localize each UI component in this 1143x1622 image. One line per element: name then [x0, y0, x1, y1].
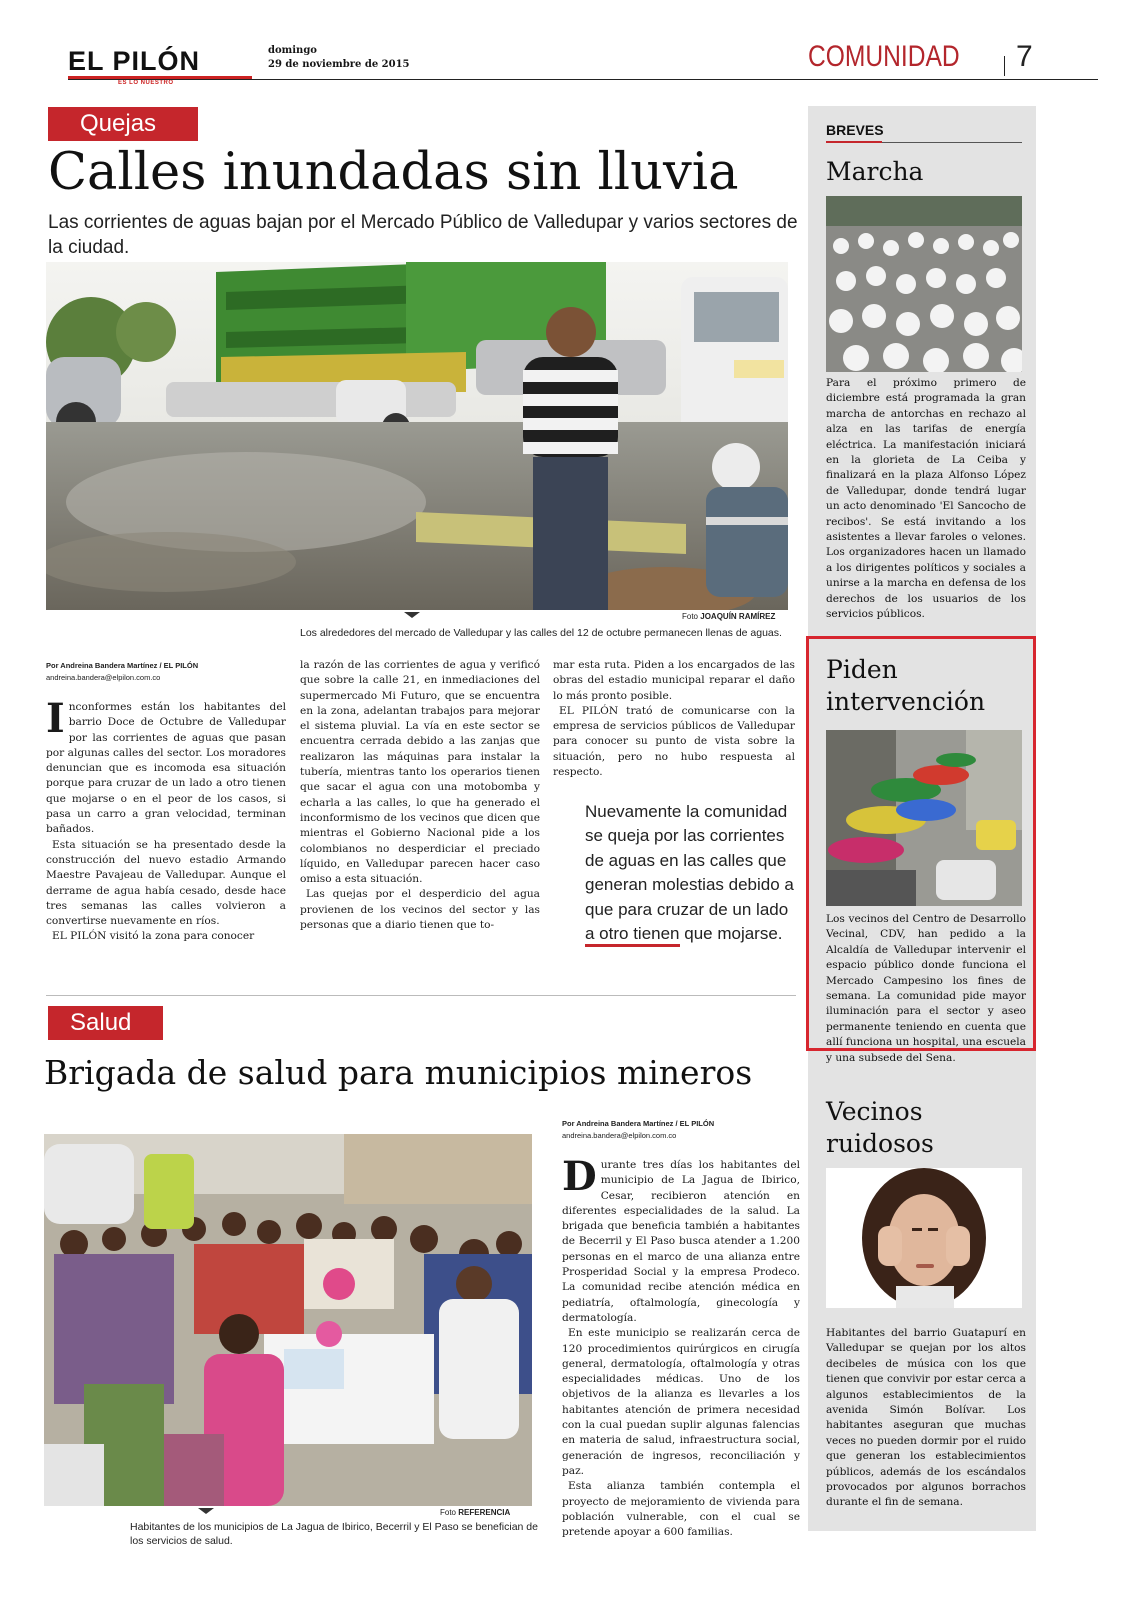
issue-full-date: 29 de noviembre de 2015 [268, 59, 410, 70]
flooded-street-photo [46, 262, 788, 610]
article2-paragraph-2: En este municipio se realizarán cerca de 120 procedimientos quirúrgicos en cirugía general, dermatología, oftalmología y otras especialidades médicas. Uno de los objetivos de la alianza es llevarles a los habitantes atención de primera necesidad con la cual puedan suplir algunas falencias en materia de salud, infraestructura social, generación de ingresos, reconciliación y paz. [562, 1327, 800, 1477]
brief-marcha-title: Marcha [826, 157, 924, 186]
article2-paragraph-3: Esta alianza también contempla el proyecto de mejoramiento de vivienda para población vulnerable, con el cual se pretende apoyar a 600 familias. [562, 1480, 800, 1539]
photo1-credit-prefix: Foto [682, 612, 699, 621]
photo2-credit-prefix: Foto [440, 1508, 457, 1517]
newspaper-logo: EL PILÓN [68, 46, 201, 76]
article1-paragraph-1: nconformes están los habitantes del barrio Doce de Octubre de Valledupar por las corrientes de aguas que pasan por algunas calles del sector. Los moradores denuncian que es incomoda esa situación porque para cruzar de un lado a otro tienen que mojarse o en el peor de los casos, si pasa un carro a gran velocidad, terminan bañados. [46, 701, 286, 836]
market-photo [826, 730, 1022, 906]
kicker-salud: Salud [48, 1006, 163, 1040]
article1-paragraph-4: la razón de las corrientes de agua y verificó que sobre la calle 21, en inmediaciones del supermercado Mi Futuro, que se encuentra en la zona, adelantan trabajos para mejorar el sistema pluvial. La vía en este sector se encuentra cerrada debido a las zanjas que realizaron las máquinas para instalar la tubería, mientras tanto los operarios tienen que sacar el agua con una motobomba y echarla a las calles, lo que ha generado el inconformismo de los vecinos que dicen que mientras el Gobierno Nacional pide a los colombianos no desperdiciar el preciado líquido, en Valledupar parecen hacer caso omiso a esta situación. [300, 659, 540, 886]
article1-dropcap: I [46, 695, 65, 742]
article1-paragraph-7: EL PILÓN trató de comunicarse con la empresa de servicios públicos de Valledupar para conocer su punto de vista sobre la situación, pero no hubo respuesta al respecto. [553, 704, 795, 779]
brief-vecinos-title: Vecinos ruidosos [826, 1097, 934, 1158]
headline-calles-inundadas: Calles inundadas sin lluvia [48, 143, 739, 202]
article2-byline-email[interactable]: andreina.bandera@elpilon.com.co [562, 1131, 677, 1140]
woman-covering-ears-illustration [826, 1168, 1022, 1308]
masthead-rule [68, 79, 1098, 80]
health-brigade-illustration [44, 1134, 532, 1506]
march-crowd-illustration [826, 196, 1022, 372]
health-brigade-photo [44, 1134, 532, 1506]
photo1-credit [682, 612, 775, 621]
article2-byline-author: Por Andreina Bandera Martínez / EL PILÓN [562, 1119, 715, 1128]
sidebar-label: BREVES [826, 122, 884, 138]
headline-brigada-de-salud: Brigada de salud para municipios mineros [44, 1053, 753, 1092]
article1-byline-author: Por Andreina Bandera Martínez / EL PILÓN [46, 661, 199, 670]
photo2-credit [440, 1508, 510, 1517]
article2-byline [562, 1118, 797, 1142]
section-name: COMUNIDAD [808, 40, 960, 73]
brief-marcha-text: Para el próximo primero de diciembre está programada la gran marcha de antorchas en rechazo al alza en las tarifas de energía eléctrica. La manifestación iniciará en la glorieta de La Ceiba y finalizará en la plaza Alfonso López de Valledupar, donde tendrá lugar un acto denominado 'El Sancocho de recibos'. Se está invitando a los asistentes a llevar faroles o velones. Los organizadores hacen un llamado a los dirigentes políticos y sociales a unirse a la marcha en defensa de los derechos de los usuarios de los servicios públicos. [826, 377, 1026, 621]
brief-piden-text: Los vecinos del Centro de Desarrollo Vecinal, CDV, han pedido a la Alcaldía de Valledupar intervenir el espacio público donde funciona el Mercado Campesino los fines de semana. La comunidad pide mayor iluminación para el sector y aseo permanente teniendo en cuenta que allí funciona un hospital, una escuela y una subsede del Sena. [826, 913, 1026, 1064]
article1-paragraph-3: EL PILÓN visitó la zona para conocer [52, 930, 255, 943]
kicker-quejas: Quejas [48, 107, 198, 141]
market-umbrellas-illustration [826, 730, 1022, 906]
article1-column-2 [300, 658, 540, 933]
pull-quote: Nuevamente la comunidad se queja por las corrientes de aguas en las calles que generan molestias debido a que para cruzar de un lado a otro tienen que mojarse. [585, 802, 794, 944]
sidebar-label-rule [826, 141, 882, 143]
article2-paragraph-1: urante tres días los habitantes del municipio de La Jagua de Ibirico, Cesar, recibieron atención en diferentes especialidades de la salud. La brigada que beneficia también a habitantes de Becerril y El Paso busca atender a 1.200 personas en el marco de una alianza entre Prosperidad Social y la empresa Prodeco. La comunidad recibe atención médica en pediatría, oftalmología, ginecología y dermatología. [562, 1159, 800, 1324]
article-divider [46, 995, 796, 996]
page-number: 7 [1016, 40, 1033, 73]
article1-byline-email[interactable]: andreina.bandera@elpilon.com.co [46, 673, 161, 682]
issue-date [268, 44, 410, 72]
caption-arrow-icon-2 [198, 1508, 214, 1514]
article1-column-3 [553, 658, 795, 780]
sidebar-label-rule-thin [882, 142, 1022, 143]
photo1-caption: Los alrededores del mercado de Valledupar y las calles del 12 de octubre permanecen llenas de aguas. [300, 627, 782, 639]
article1-paragraph-6: mar esta ruta. Piden a los encargados de las obras del estadio municipal reparar el daño lo más pronto posible. [553, 659, 795, 702]
article1-paragraph-5: Las quejas por el desperdicio del agua provienen de los vecinos del sector y las personas que a diario tienen que to- [300, 888, 540, 932]
article2-column [562, 1153, 800, 1540]
article1-paragraph-2: Esta situación se ha presentado desde la construcción del nuevo estadio Armando Maestre Pavajeau de Valledupar. Aunque el derrame de agua había cesado, desde hace tres semanas las calles volvieron a convertirse nuevamente en ríos. [46, 838, 286, 928]
photo2-caption: Habitantes de los municipios de La Jagua de Ibirico, Becerril y El Paso se benefician de los servicios de salud. [130, 1521, 538, 1547]
logo-tagline: ES LO NUESTRO [118, 80, 174, 86]
pull-quote-rule [585, 944, 680, 947]
article1-deck: Las corrientes de aguas bajan por el Mercado Público de Valledupar y varios sectores de la ciudad. [48, 212, 798, 258]
march-photo [826, 196, 1022, 372]
caption-arrow-icon [404, 612, 420, 618]
article1-column-1 [46, 695, 286, 945]
photo2-credit-name: REFERENCIA [458, 1508, 511, 1517]
article2-dropcap: D [562, 1153, 597, 1200]
brief-vecinos-text: Habitantes del barrio Guatapurí en Valledupar se quejan por los altos decibeles de música con los que tienen que convivir por estar cerca a algunos establecimientos de la avenida Simón Bolívar. Los habitantes aseguran que muchas veces no pueden dormir por el ruido que generan los establecimientos públicos, además de los escándalos provocados por algunos borrachos durante el fin de semana. [826, 1327, 1026, 1509]
woman-covering-ears-photo [826, 1168, 1022, 1308]
article1-byline [46, 660, 286, 684]
issue-day: domingo [268, 45, 317, 56]
photo1-credit-name: JOAQUÍN RAMÍREZ [700, 612, 776, 621]
brief-piden-title: Piden intervención [826, 655, 986, 716]
flooded-street-illustration [46, 262, 788, 610]
section-page-divider [1004, 56, 1005, 76]
